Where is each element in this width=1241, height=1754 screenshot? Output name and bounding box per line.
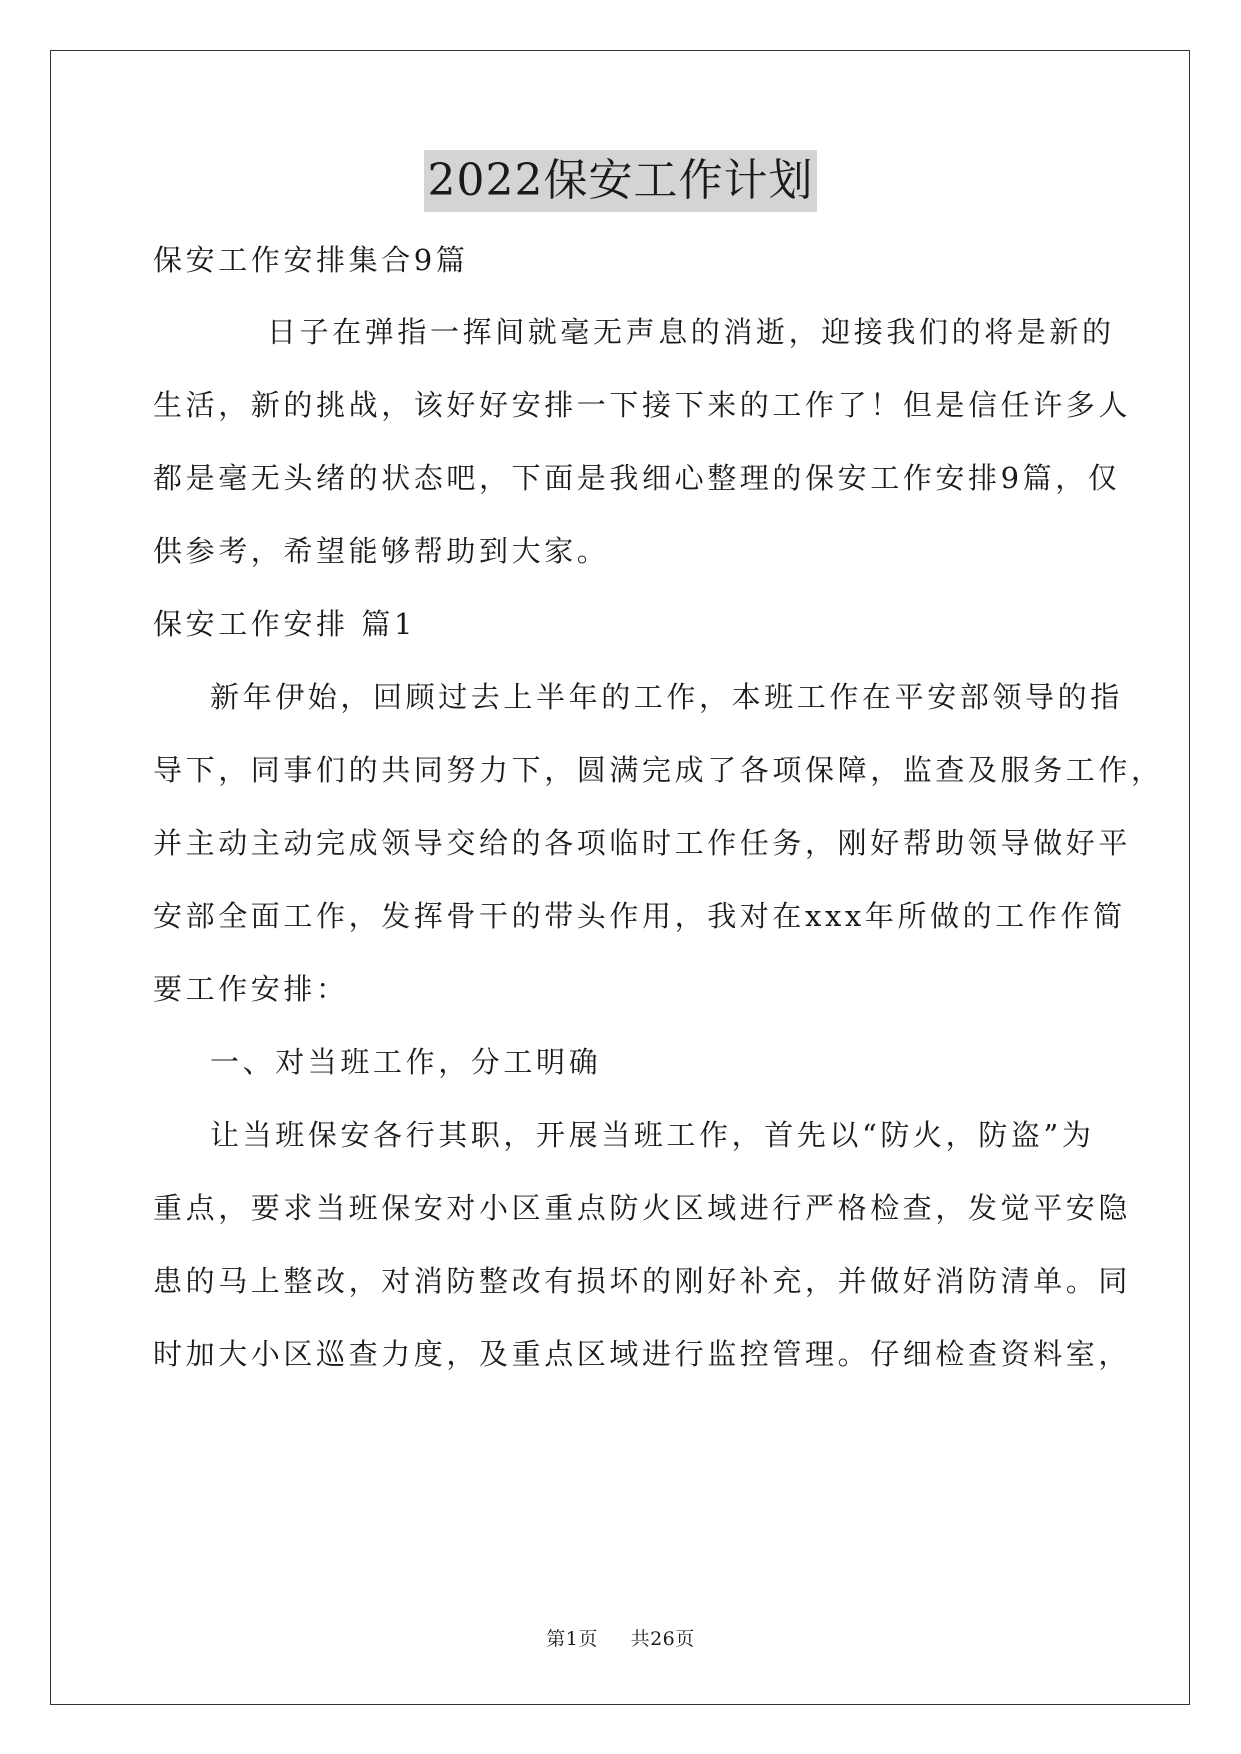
paragraph-line: 重点，要求当班保安对小区重点防火区域进行严格检查，发觉平安隐 — [153, 1191, 1132, 1225]
section-heading: 保安工作安排 篇1 — [153, 607, 417, 641]
paragraph-line: 新年伊始，回顾过去上半年的工作，本班工作在平安部领导的指 — [210, 680, 1123, 714]
paragraph-line: 时加大小区巡查力度，及重点区域进行监控管理。仔细检查资料室， — [153, 1337, 1132, 1371]
paragraph-line: 生活，新的挑战，该好好安排一下接下来的工作了！但是信任许多人 — [153, 388, 1132, 422]
paragraph-line: 导下，同事们的共同努力下，圆满完成了各项保障，监查及服务工作， — [153, 753, 1164, 787]
footer-spacer — [604, 1628, 624, 1650]
total-pages: 共26页 — [630, 1628, 695, 1650]
subtitle-line: 保安工作安排集合9篇 — [153, 243, 469, 277]
page-footer — [0, 1624, 1241, 1651]
subsection-heading: 一、对当班工作，分工明确 — [210, 1045, 602, 1079]
paragraph-line: 日子在弹指一挥间就毫无声息的消逝，迎接我们的将是新的 — [267, 315, 1115, 349]
paragraph-line: 供参考，希望能够帮助到大家。 — [153, 534, 610, 568]
paragraph-line: 并主动主动完成领导交给的各项临时工作任务，刚好帮助领导做好平 — [153, 826, 1132, 860]
paragraph-line: 让当班保安各行其职，开展当班工作，首先以“防火，防盗”为 — [210, 1118, 1095, 1152]
page-border — [50, 50, 1190, 1705]
title-container — [0, 150, 1241, 212]
paragraph-line: 都是毫无头绪的状态吧，下面是我细心整理的保安工作安排9篇，仅 — [153, 461, 1121, 495]
paragraph-line: 安部全面工作，发挥骨干的带头作用，我对在xxx年所做的工作作简 — [153, 899, 1126, 933]
paragraph-line: 要工作安排： — [153, 972, 349, 1006]
page-number: 第1页 — [546, 1628, 598, 1650]
paragraph-line: 患的马上整改，对消防整改有损坏的刚好补充，并做好消防清单。同 — [153, 1264, 1132, 1298]
document-title: 2022保安工作计划 — [424, 150, 818, 212]
